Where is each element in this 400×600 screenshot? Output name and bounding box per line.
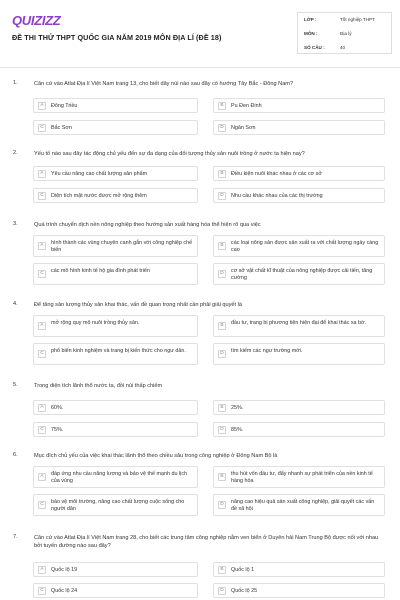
- option-a[interactable]: [33, 166, 198, 181]
- option-letter: A: [38, 404, 46, 412]
- option-text: cơ sở vật chất kĩ thuật của nông nghiệp được cải tiến, tăng cường: [231, 268, 373, 281]
- option-d[interactable]: [213, 188, 385, 203]
- option-text: bảo vệ môi trường, nâng cao chất lượng cuộc sống cho người dân: [51, 499, 185, 512]
- option-c[interactable]: [33, 263, 198, 285]
- question-text: Căn cứ vào Atlat Địa lí Việt Nam trang 13, cho biết dãy núi nào sau đây có hướng Tây Bắc - Đông Nam?: [34, 81, 294, 87]
- option-text: Bắc Sơn: [51, 125, 72, 131]
- meta-value: Tốt nghiệp THPT: [340, 17, 375, 22]
- meta-row-subject: [298, 27, 393, 41]
- option-letter: C: [38, 270, 46, 278]
- option-a[interactable]: [33, 562, 198, 577]
- option-text: Pu Đen Đinh: [231, 103, 262, 109]
- option-text: Quốc lộ 24: [51, 588, 78, 594]
- option-a[interactable]: [33, 235, 198, 257]
- option-text: Điều kiện nuôi khác nhau ở các cơ sở: [231, 171, 322, 177]
- option-letter: B: [218, 242, 226, 250]
- option-d[interactable]: [213, 422, 385, 437]
- meta-label: SỐ CÂU :: [304, 45, 325, 50]
- option-letter: D: [218, 501, 226, 509]
- option-letter: A: [38, 566, 46, 574]
- question-number: 7.: [13, 534, 18, 540]
- meta-value: Địa lý: [340, 31, 352, 36]
- option-c[interactable]: [33, 343, 198, 365]
- option-d[interactable]: [213, 583, 385, 598]
- option-text: tìm kiếm các ngư trường mới.: [231, 348, 303, 354]
- question-number: 6.: [13, 452, 18, 458]
- option-text: 60%.: [51, 405, 64, 411]
- option-text: Nhu cầu khác nhau của các thị trường: [231, 193, 323, 199]
- option-letter: D: [218, 587, 226, 595]
- option-letter: D: [218, 192, 226, 200]
- option-c[interactable]: [33, 422, 198, 437]
- option-text: đầu tư, trang bị phương tiện hiện đại để khai thác xa bờ.: [231, 320, 367, 326]
- option-d[interactable]: [213, 494, 385, 516]
- option-b[interactable]: [213, 235, 385, 257]
- option-letter: B: [218, 170, 226, 178]
- option-letter: B: [218, 102, 226, 110]
- option-text: 85%.: [231, 427, 244, 433]
- option-d[interactable]: [213, 343, 385, 365]
- option-c[interactable]: [33, 494, 198, 516]
- option-b[interactable]: [213, 166, 385, 181]
- option-text: các mô hình kinh tế hộ gia đình phát triển: [51, 268, 150, 274]
- header-divider: [0, 67, 400, 68]
- option-text: Diện tích mặt nước được mở rộng thêm: [51, 193, 147, 199]
- question-number: 2.: [13, 150, 18, 156]
- option-c[interactable]: [33, 120, 198, 135]
- question-number: 4.: [13, 301, 18, 307]
- option-text: mở rộng quy mô nuôi trồng thủy sản.: [51, 320, 140, 326]
- question-text: Trong diện tích lãnh thổ nước ta, đồi núi thấp chiếm: [34, 383, 163, 389]
- document-title: ĐỀ THI THỬ THPT QUỐC GIA NĂM 2019 MÔN ĐỊA LÍ (ĐỀ 18): [12, 33, 222, 42]
- option-letter: D: [218, 350, 226, 358]
- option-text: hình thành các vùng chuyên canh gắn với công nghiệp chế biến: [51, 240, 193, 253]
- meta-label: LỚP :: [304, 17, 317, 22]
- option-text: phổ biến kinh nghiệm và trang bị kiến thức cho ngư dân.: [51, 348, 186, 354]
- option-letter: D: [218, 270, 226, 278]
- question-text: Quá trình chuyển dịch nền nông nghiệp theo hướng sản xuất hàng hóa thể hiện rõ qua việc: [34, 222, 261, 228]
- option-text: thu hút vốn đầu tư, đẩy nhanh sự phát triển của nền kinh tế hàng hóa: [231, 471, 373, 484]
- option-letter: A: [38, 242, 46, 250]
- option-letter: B: [218, 404, 226, 412]
- option-letter: D: [218, 124, 226, 132]
- question-number: 5.: [13, 382, 18, 388]
- option-text: đáp ứng nhu cầu năng lượng và bảo vệ thế mạnh du lịch của vùng: [51, 471, 188, 484]
- option-letter: A: [38, 473, 46, 481]
- option-a[interactable]: [33, 315, 198, 337]
- question-number: 3.: [13, 221, 18, 227]
- question-text: Yếu tố nào sau đây tác động chủ yếu đến sự đa dạng của đối tượng thủy sản nuôi trồng ở nước ta hiện nay?: [34, 151, 305, 157]
- meta-value: 40: [340, 45, 346, 50]
- option-letter: A: [38, 322, 46, 330]
- option-letter: C: [38, 501, 46, 509]
- option-c[interactable]: [33, 583, 198, 598]
- option-letter: D: [218, 426, 226, 434]
- option-text: Quốc lộ 1: [231, 567, 255, 573]
- question-text: Mục đích chủ yếu của việc khai thác lãnh thổ theo chiều sâu trong công nghiệp ở Đông Nam Bộ là: [34, 453, 278, 459]
- quizizz-logo: QUIZIZZ: [12, 13, 61, 28]
- option-a[interactable]: [33, 98, 198, 113]
- option-text: 75%.: [51, 427, 64, 433]
- meta-row-count: [298, 41, 393, 55]
- option-b[interactable]: [213, 98, 385, 113]
- option-b[interactable]: [213, 400, 385, 415]
- meta-label: MÔN :: [304, 31, 318, 36]
- question-text: Căn cứ vào Atlat Địa lí Việt Nam trang 28, cho biết các trung tâm công nghiệp nằm ven biển ở Duyên hải Nam Trung Bộ được nối với nhau bởi tuyến đường nào sau đây?: [34, 535, 379, 549]
- meta-box: [297, 12, 392, 54]
- option-b[interactable]: [213, 315, 385, 337]
- option-letter: C: [38, 192, 46, 200]
- option-d[interactable]: [213, 263, 385, 285]
- option-letter: B: [218, 473, 226, 481]
- option-letter: A: [38, 102, 46, 110]
- option-text: 25%.: [231, 405, 244, 411]
- option-text: Quốc lộ 25: [231, 588, 258, 594]
- option-a[interactable]: [33, 466, 198, 488]
- option-letter: A: [38, 170, 46, 178]
- option-letter: B: [218, 322, 226, 330]
- option-text: Ngân Sơn: [231, 125, 256, 131]
- option-letter: B: [218, 566, 226, 574]
- question-text: Để tăng sản lượng thủy sản khai thác, vấn đề quan trọng nhất cần phải giải quyết là: [34, 302, 242, 308]
- option-letter: C: [38, 426, 46, 434]
- option-b[interactable]: [213, 562, 385, 577]
- option-b[interactable]: [213, 466, 385, 488]
- question-number: 1.: [13, 80, 18, 86]
- option-text: Đông Triều: [51, 103, 78, 109]
- option-text: Quốc lộ 19: [51, 567, 78, 573]
- option-text: nâng cao hiệu quả sản xuất công nghiệp, giải quyết các vấn đề xã hội: [231, 499, 375, 512]
- header: [0, 0, 400, 58]
- meta-row-class: [298, 13, 393, 27]
- option-text: Yêu cầu nâng cao chất lượng sản phẩm: [51, 171, 148, 177]
- option-d[interactable]: [213, 120, 385, 135]
- option-a[interactable]: [33, 400, 198, 415]
- option-letter: C: [38, 124, 46, 132]
- option-letter: C: [38, 350, 46, 358]
- option-text: các loại nông sản được sản xuất ra với chất lượng ngày càng cao: [231, 240, 379, 253]
- option-letter: C: [38, 587, 46, 595]
- option-c[interactable]: [33, 188, 198, 203]
